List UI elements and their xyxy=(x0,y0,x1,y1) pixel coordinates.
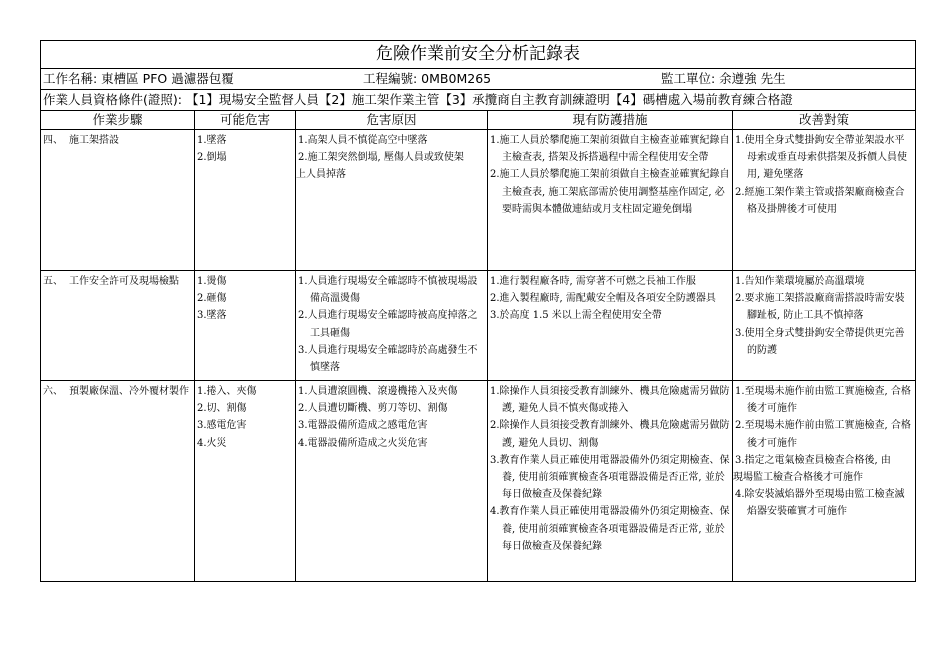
record-table xyxy=(40,40,916,582)
header-measures: 現有防護措施 xyxy=(488,111,733,130)
measure-item: 2.除操作人員須接受教育訓練外、機具危險處需另做防護, 避免人員切、割傷 xyxy=(490,420,730,449)
improvement-item: 現場監工檢查合格後才可施作 xyxy=(733,472,863,484)
step-text: 工作安全許可及現場檢點 xyxy=(69,276,179,287)
step-number: 四、 xyxy=(43,135,63,146)
document-title: 危險作業前安全分析記錄表 xyxy=(41,41,916,69)
hazard-item: 4.火災 xyxy=(197,437,227,449)
analysis-record-sheet xyxy=(40,40,915,582)
header-hazard: 可能危害 xyxy=(195,111,296,130)
step-number: 五、 xyxy=(43,276,63,287)
step-cell xyxy=(41,130,195,271)
hazard-item: 3.墜落 xyxy=(197,310,227,322)
improvement-item: 4.除安裝滅焰器外至現場由監工檢查滅焰器安裝確實才可施作 xyxy=(735,489,905,518)
improvement-item: 1.告知作業環境屬於高溫環境 xyxy=(735,276,865,287)
cause-item: 3.電器設備所造成之感電危害 xyxy=(298,420,428,432)
header-improvement: 改善對策 xyxy=(733,111,916,130)
cause-item: 1.人員進行現場安全確認時不慎被現場設備高溫燙傷 xyxy=(298,276,478,305)
cause-item: 1.人員遭滾圓機、滾邊機捲入及夾傷 xyxy=(298,386,458,397)
hazard-cell xyxy=(195,130,296,271)
supervisor-unit: 監工單位: 余遵強 先生 xyxy=(661,71,786,86)
header-step: 作業步驟 xyxy=(41,111,195,130)
measure-item: 3.教育作業人員正確使用電器設備外仍須定期檢查、保養, 使用前須確實檢查各項電器設備是否正常, 並於每日做檢查及保養紀錄 xyxy=(490,454,730,501)
hazard-item: 1.捲入、夾傷 xyxy=(197,386,257,397)
measure-item: 1.施工人員於攀爬施工架前須做自主檢查並確實紀錄自主檢查表, 搭架及拆搭過程中需全程使用安全帶 xyxy=(490,135,730,164)
column-header-row xyxy=(41,111,916,130)
measures-cell xyxy=(488,130,733,271)
hazard-cell xyxy=(195,271,296,381)
cause-item: 上人員掉落 xyxy=(296,169,346,181)
hazard-item: 2.砸傷 xyxy=(197,293,227,305)
cause-cell xyxy=(296,130,488,271)
hazard-item: 1.燙傷 xyxy=(197,276,227,287)
measures-cell xyxy=(488,381,733,582)
improvement-item: 2.至現場未施作前由監工實施檢查, 合格後才可施作 xyxy=(735,420,911,449)
hazard-cell xyxy=(195,381,296,582)
improvement-cell xyxy=(733,271,916,381)
cause-item: 2.施工架突然倒塌, 壓傷人員或致使架 xyxy=(298,152,464,164)
improvement-item: 2.要求施工架搭設廠商需搭設時需安裝腳趾板, 防止工具不慎掉落 xyxy=(735,293,905,322)
cause-item: 1.高架人員不慎從高空中墜落 xyxy=(298,135,428,146)
improvement-cell xyxy=(733,130,916,271)
step-cell xyxy=(41,381,195,582)
measure-item: 2.進入製程廠時, 需配戴安全帽及各項安全防護器具 xyxy=(490,293,716,305)
work-name: 工作名稱: 東槽區 PFO 過濾器包覆 xyxy=(43,71,234,86)
improvement-item: 1.使用全身式雙掛鉤安全帶並架設水平母索或垂直母索供搭架及拆價人員使用, 避免墜落 xyxy=(735,135,907,181)
table-row xyxy=(41,381,916,582)
improvement-item: 3.使用全身式雙掛鉤安全帶提供更完善的防護 xyxy=(735,327,905,356)
worker-qualification: 作業人員資格條件(證照): 【1】現場安全監督人員【2】施工架作業主管【3】承攬商自主教育訓練證明【4】碼槽處入場前教育練合格證 xyxy=(41,90,916,111)
cause-item: 2.人員進行現場安全確認時被高度掉落之工具砸傷 xyxy=(298,310,478,339)
measure-item: 3.於高度 1.5 米以上需全程使用安全帶 xyxy=(490,310,662,322)
improvement-item: 3.指定之電氣檢查員檢查合格後, 由 xyxy=(735,454,891,466)
hazard-item: 2.切、割傷 xyxy=(197,403,247,415)
cause-item: 3.人員進行現場安全確認時於高處發生不慎墜落 xyxy=(298,344,478,374)
table-row xyxy=(41,271,916,381)
cause-cell xyxy=(296,271,488,381)
meta-row xyxy=(41,69,916,90)
hazard-item: 1.墜落 xyxy=(197,135,227,146)
step-text: 施工架搭設 xyxy=(69,135,119,146)
step-text: 預製廠保溫、冷外覆材製作 xyxy=(69,386,189,397)
measure-item: 1.進行製程廠各時, 需穿著不可燃之長袖工作服 xyxy=(490,276,696,287)
measure-item: 4.教育作業人員正確使用電器設備外仍須定期檢查、保養, 使用前須確實檢查各項電器設備是否正常, 並於每日做檢查及保養紀錄 xyxy=(490,506,730,552)
table-row xyxy=(41,130,916,271)
cause-cell xyxy=(296,381,488,582)
cause-item: 4.電器設備所造成之火災危害 xyxy=(298,437,428,449)
improvement-item: 2.經施工架作業主管或搭架廠商檢查合格及掛牌後才可使用 xyxy=(735,186,905,215)
measure-item: 1.除操作人員須接受教育訓練外、機具危險處需另做防護, 避免人員不慎夾傷或捲入 xyxy=(490,386,730,415)
hazard-item: 3.感電危害 xyxy=(197,420,247,432)
header-cause: 危害原因 xyxy=(296,111,488,130)
step-cell xyxy=(41,271,195,381)
measures-cell xyxy=(488,271,733,381)
cause-item: 2.人員遭切斷機、剪刀等切、割傷 xyxy=(298,403,448,415)
measure-item: 2.施工人員於攀爬施工架前須做自主檢查並確實紀錄自主檢查表, 施工架底部需於使用調整基座作固定, 必要時需與本體做連結或月支柱固定避免倒塌 xyxy=(490,169,730,215)
improvement-cell xyxy=(733,381,916,582)
project-number: 工程編號: 0MB0M265 xyxy=(363,71,492,86)
improvement-item: 1.至現場未施作前由監工實施檢查, 合格後才可施作 xyxy=(735,386,911,415)
hazard-item: 2.倒塌 xyxy=(197,152,227,164)
step-number: 六、 xyxy=(43,386,63,397)
